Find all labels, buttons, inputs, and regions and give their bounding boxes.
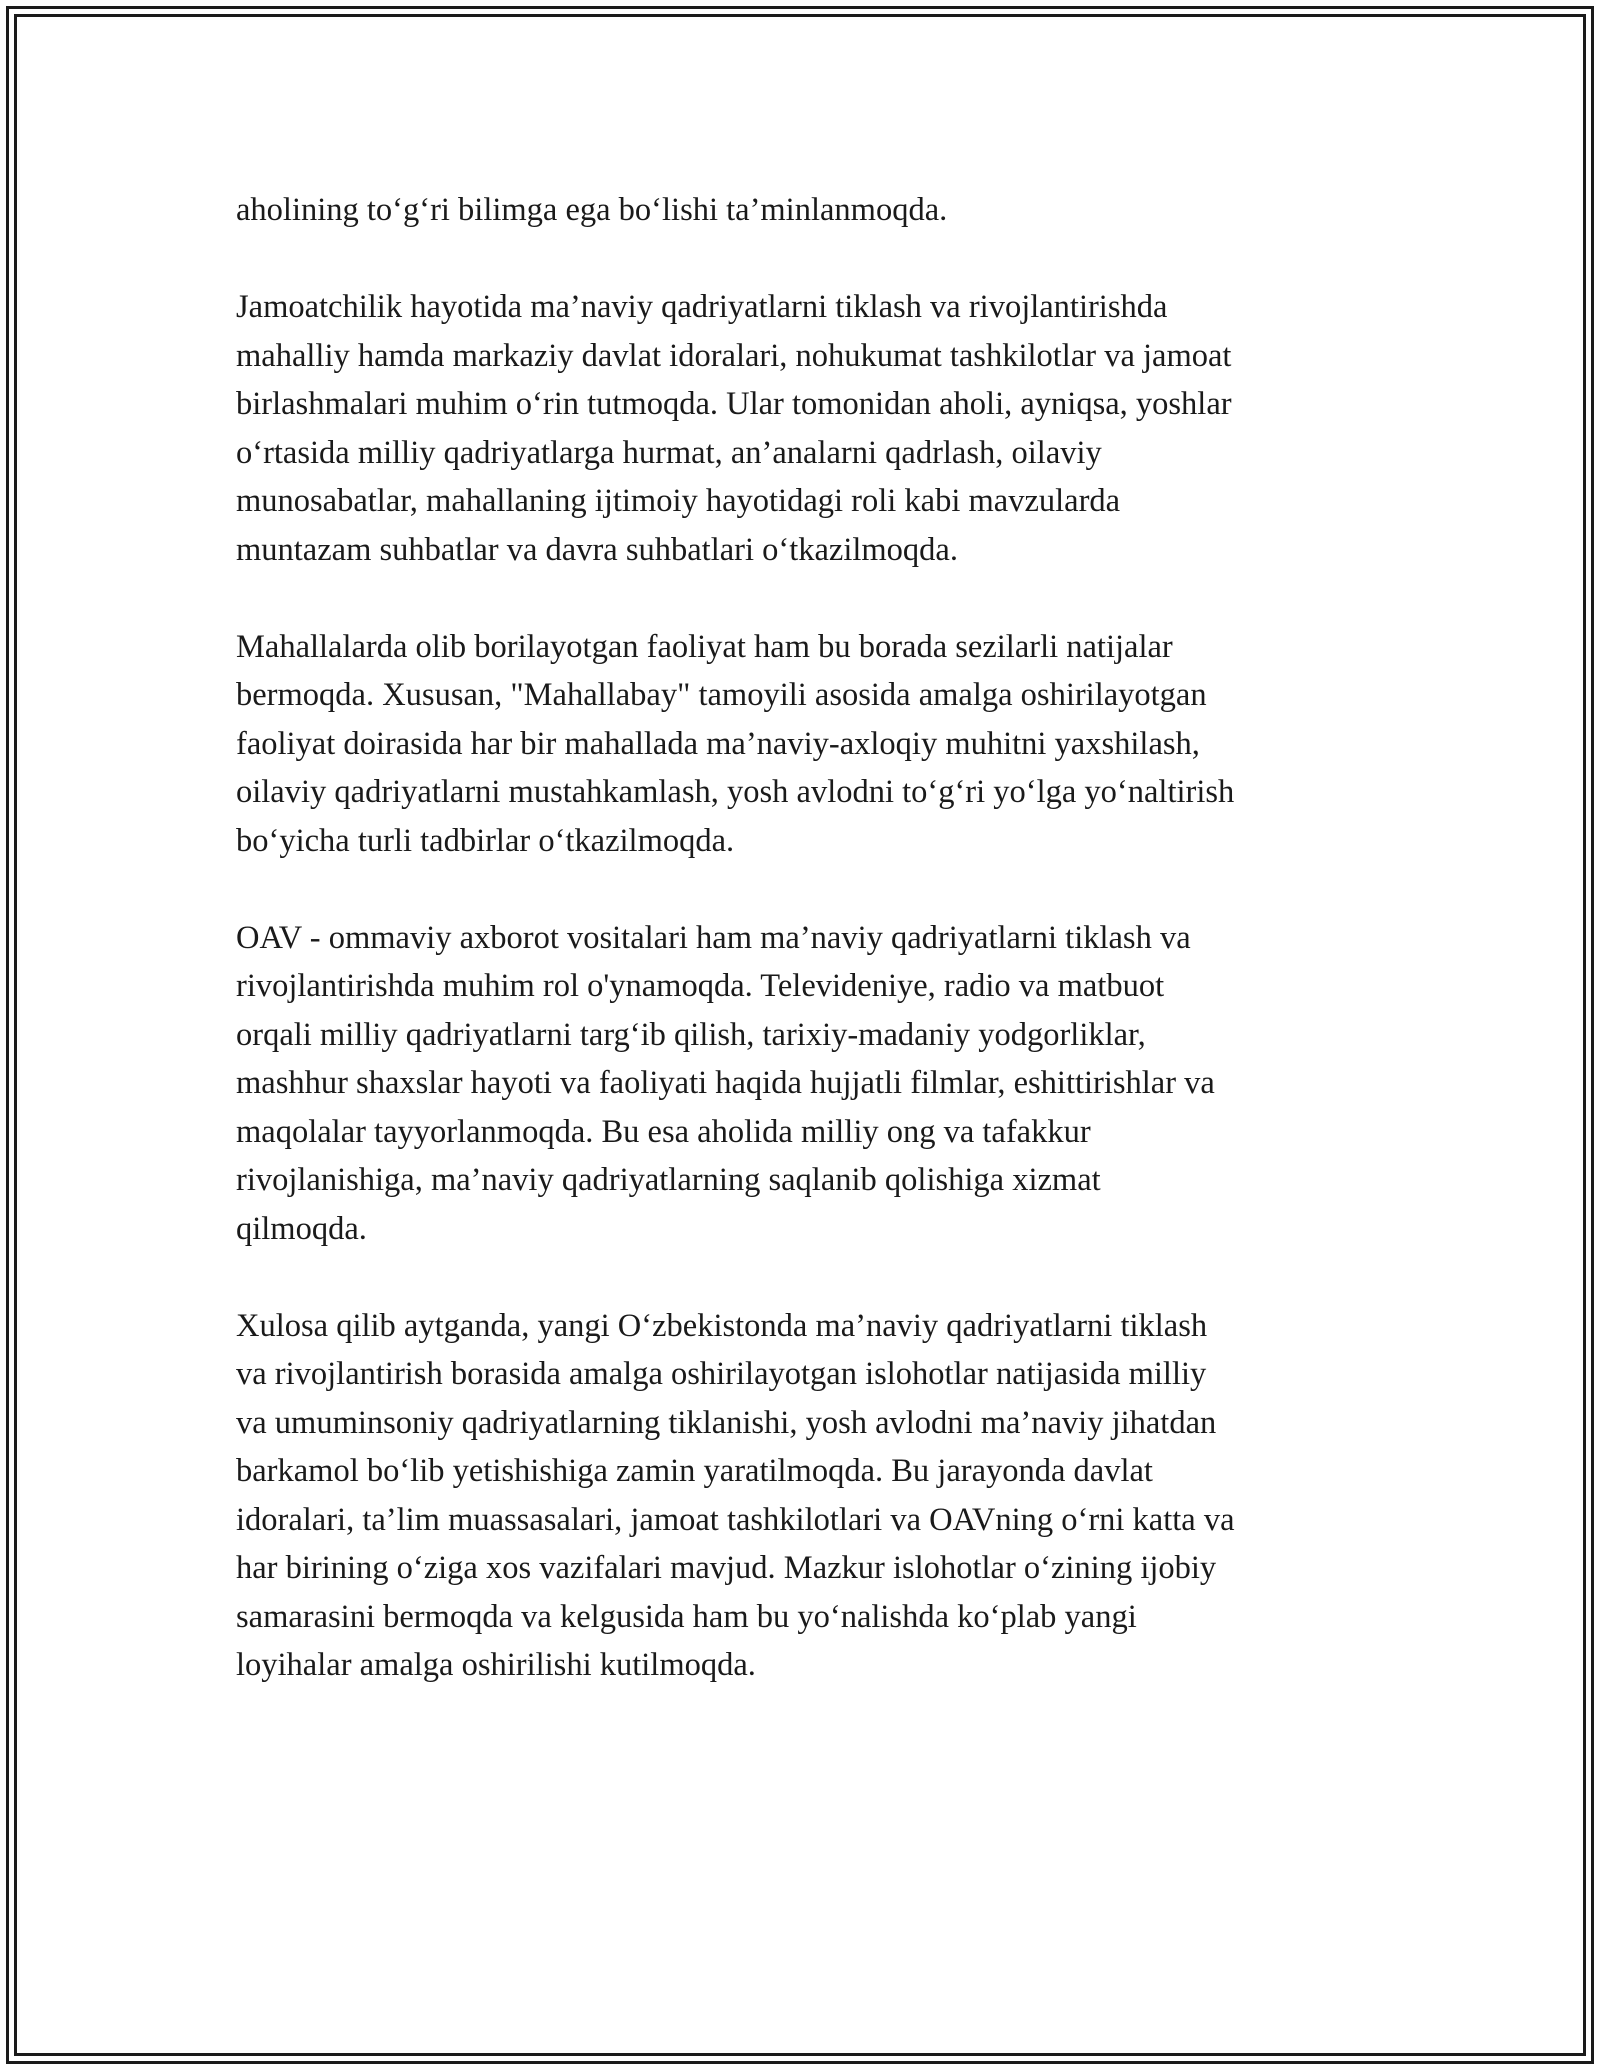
text-line: bermoqda. Xususan, "Mahallabay" tamoyili asosida amalga oshirilayotgan [236,677,1207,713]
text-line: mahalliy hamda markaziy davlat idoralari, nohukumat tashkilotlar va jamoat [236,337,1232,374]
text-line: idoralari, ta’lim muassasalari, jamoat tashkilotlari va OAVning o‘rni katta va [236,1501,1235,1538]
text-line: qilmoqda. [236,1210,367,1247]
text-line: mashhur shaxslar hayoti va faoliyati haqida hujjatli filmlar, eshittirishlar va [236,1065,1215,1101]
text-line: barkamol bo‘lib yetishishiga zamin yaratilmoqda. Bu jarayonda davlat [236,1453,1153,1489]
text-line: rivojlanishiga, ma’naviy qadriyatlarning saqlanib qolishiga xizmat [236,1162,1101,1198]
text-line: Jamoatchilik hayotida ma’naviy qadriyatlarni tiklash va rivojlantirishda [236,289,1168,325]
text-line: har birining o‘ziga xos vazifalari mavjud. Mazkur islohotlar o‘zining ijobiy [236,1550,1217,1586]
paragraph-1 [236,186,1386,235]
text-line: loyihalar amalga oshirilishi kutilmoqda. [236,1647,756,1683]
text-line: Mahallalarda olib borilayotgan faoliyat ham bu borada sezilarli natijalar [236,628,1173,665]
text-line: faoliyat doirasida har bir mahallada ma’naviy-axloqiy muhitni yaxshilash, [236,725,1200,762]
paragraph-2 [236,283,1386,574]
text-line: aholining to‘g‘ri bilimga ega bo‘lishi ta’minlanmoqda. [236,192,948,228]
paragraph-3 [236,623,1386,866]
text-line: birlashmalari muhim o‘rin tutmoqda. Ular tomonidan aholi, ayniqsa, yoshlar [236,386,1232,422]
text-line: va umuminsoniy qadriyatlarning tiklanishi, yosh avlodni ma’naviy jihatdan [236,1404,1217,1441]
text-line: Xulosa qilib aytganda, yangi O‘zbekistonda ma’naviy qadriyatlarni tiklash [236,1307,1208,1344]
text-line: munosabatlar, mahallaning ijtimoiy hayotidagi roli kabi mavzularda [236,483,1121,519]
text-line: orqali milliy qadriyatlarni targ‘ib qilish, tarixiy-madaniy yodgorliklar, [236,1016,1146,1053]
text-line: va rivojlantirish borasida amalga oshirilayotgan islohotlar natijasida milliy [236,1356,1207,1392]
text-line: OAV - ommaviy axborot vositalari ham ma’naviy qadriyatlarni tiklash va [236,919,1191,956]
text-line: maqolalar tayyorlanmoqda. Bu esa aholida milliy ong va tafakkur [236,1113,1091,1150]
document-body [236,186,1386,1738]
text-line: muntazam suhbatlar va davra suhbatlari o‘tkazilmoqda. [236,531,958,568]
text-line: oilaviy qadriyatlarni mustahkamlash, yosh avlodni to‘g‘ri yo‘lga yo‘naltirish [236,774,1235,810]
paragraph-5 [236,1302,1386,1690]
text-line: rivojlantirishda muhim rol o'ynamoqda. Televideniye, radio va matbuot [236,968,1165,1004]
text-line: bo‘yicha turli tadbirlar o‘tkazilmoqda. [236,822,735,859]
text-line: samarasini bermoqda va kelgusida ham bu yo‘nalishda ko‘plab yangi [236,1598,1137,1635]
paragraph-4 [236,914,1386,1254]
text-line: o‘rtasida milliy qadriyatlarga hurmat, an’analarni qadrlash, oilaviy [236,434,1102,471]
